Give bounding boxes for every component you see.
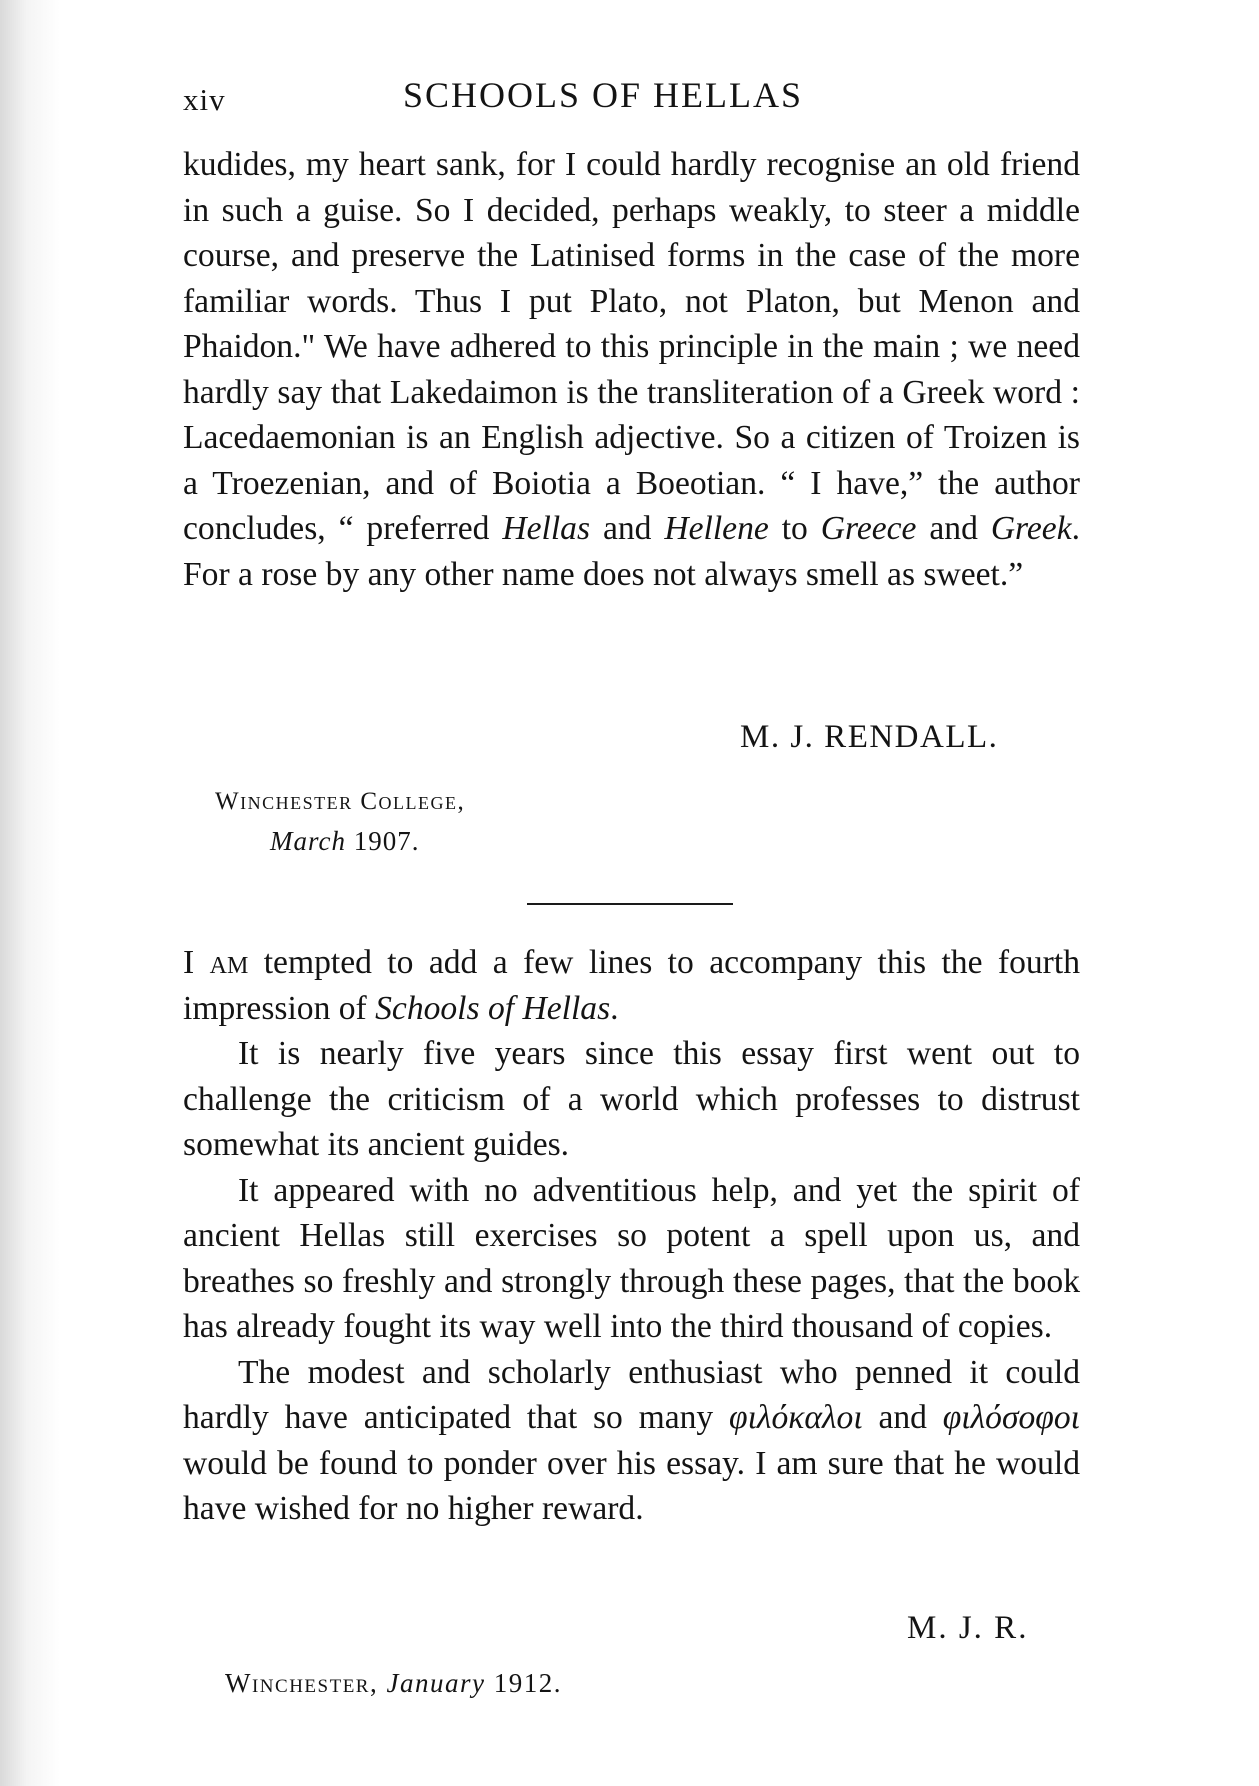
italic-term: Hellas <box>502 510 591 547</box>
paragraph-text: and <box>862 1399 943 1436</box>
date-year: 1907. <box>353 826 420 856</box>
preface-continuation <box>183 142 1080 597</box>
date-month: January <box>386 1668 486 1698</box>
italic-term: Hellene <box>664 510 769 547</box>
body-paragraph <box>183 142 1080 597</box>
page-header <box>183 70 1083 120</box>
date-month: March <box>270 826 346 856</box>
page-gutter-shadow <box>0 0 60 1786</box>
section-divider <box>527 903 733 905</box>
paragraph-text: tempted to add a few lines to accompany this the fourth impression of <box>183 944 1080 1027</box>
paragraph-text: kudides, my heart sank, for I could hardly recognise an old friend in such a guise. So I decided, perhaps weakly, to steer a middle course, and preserve the Latinised forms in the case of the more familiar words. Thus I put Plato, not Platon, but Menon and Phaidon." We have adhered to this principle in the main ; we need hardly say that Lakedaimon is the transliteration of a Greek word : Lacedaemonian is an English adjective. So a citizen of Troizen is a Troezenian, and of Boiotia a Boeotian. “ I have,” the author concludes, “ preferred <box>183 146 1080 547</box>
paragraph-text: and <box>590 510 665 547</box>
lead-letter: I <box>183 944 195 981</box>
paragraph-text: and <box>916 510 991 547</box>
italic-term: Greek <box>990 510 1072 547</box>
paragraph-text: to <box>768 510 821 547</box>
italic-term: Greece <box>820 510 917 547</box>
running-head: SCHOOLS OF HELLAS <box>403 75 804 115</box>
body-paragraph: It appeared with no adventitious help, and yet the spirit of ancient Hellas still exercises so potent a spell upon us, and breathes so freshly and strongly through these pages, that the book has already fought its way well into the third thousand of copies. <box>183 1171 1080 1345</box>
lead-small-caps: am <box>209 944 249 981</box>
signature-place-date <box>225 1668 562 1699</box>
paragraph-text: . <box>610 989 619 1027</box>
body-paragraph <box>183 940 1080 1031</box>
signature-date <box>270 826 419 857</box>
greek-word: φιλόκαλοι <box>729 1399 863 1436</box>
paragraph-text: The modest and scholarly enthusiast who penned it could hardly have anticipated that so many <box>183 1353 1080 1436</box>
signature-initials: M. J. R. <box>907 1610 1029 1646</box>
fourth-impression-note <box>183 940 1080 1532</box>
body-paragraph: It is nearly five years since this essay first went out to challenge the criticism of a world which professes to distrust somewhat its ancient guides. <box>183 1035 1080 1163</box>
paragraph-text: . For a rose by any other name does not always smell as sweet.” <box>183 510 1080 593</box>
page-number: xiv <box>183 82 226 117</box>
paragraph-text: would be found to ponder over his essay. I am sure that he would have wished for no higher reward. <box>183 1444 1080 1527</box>
signature-place: Winchester, <box>225 1668 379 1698</box>
book-title: Schools of Hellas <box>375 989 611 1027</box>
greek-word: φιλόσοφοι <box>942 1399 1080 1436</box>
signature-place: Winchester College, <box>215 788 466 815</box>
body-paragraph <box>183 1350 1080 1532</box>
signature-rendall: M. J. RENDALL. <box>740 719 999 755</box>
date-year: 1912. <box>493 1668 562 1698</box>
